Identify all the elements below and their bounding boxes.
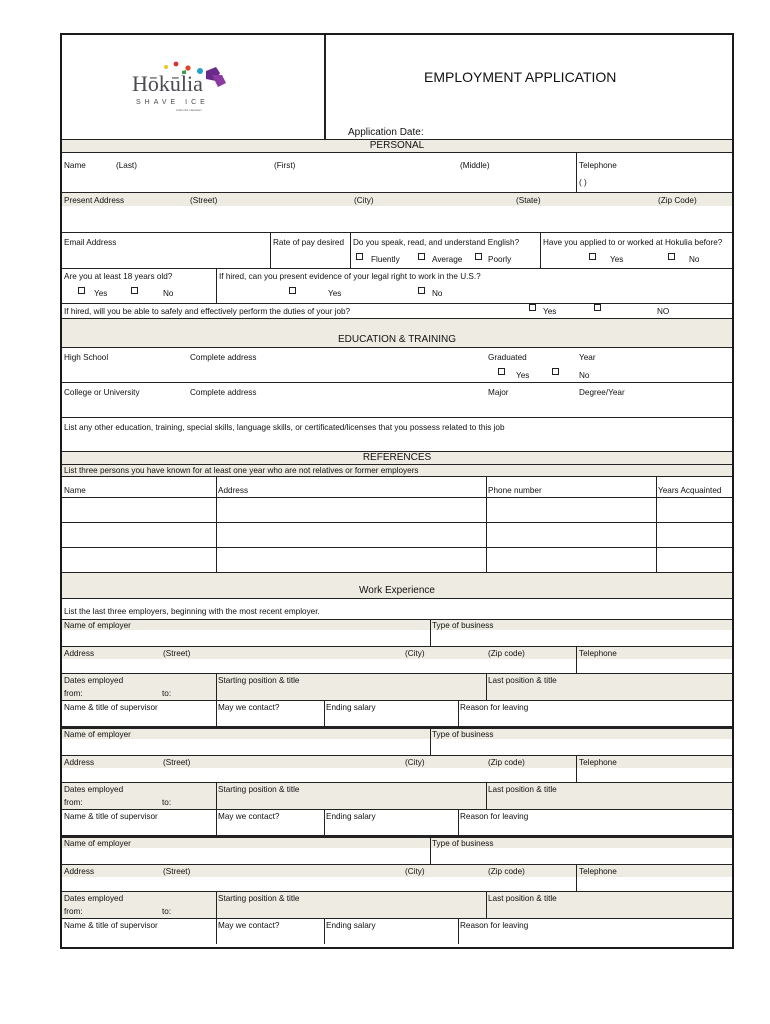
- employer-1-start-position-label: Starting position & title: [218, 676, 300, 685]
- employer-2-telephone-label: Telephone: [579, 758, 617, 767]
- other-skills-label: List any other education, training, special skills, language skills, or certificated/licenses that you possess related to this job: [64, 423, 505, 432]
- degree-year-label: Degree/Year: [579, 388, 625, 397]
- employer-2-dates-label: Dates employed: [64, 785, 124, 794]
- year-label: Year: [579, 353, 596, 362]
- employer-2-salary-label: Ending salary: [326, 812, 376, 821]
- email-label: Email Address: [64, 238, 117, 247]
- form-title: EMPLOYMENT APPLICATION: [424, 69, 617, 85]
- employer-1-to-label: to:: [162, 689, 172, 698]
- employer-3-name-label: Name of employer: [64, 839, 131, 848]
- personal-heading: PERSONAL: [369, 140, 425, 151]
- graduated-yes-label: Yes: [516, 371, 530, 380]
- employer-3-salary-label: Ending salary: [326, 921, 376, 930]
- employer-2-street-label: (Street): [163, 758, 191, 767]
- employer-1-last-position-label: Last position & title: [488, 676, 557, 685]
- applied-yes-checkbox[interactable]: [589, 253, 596, 260]
- employer-3-reason-label: Reason for leaving: [460, 921, 529, 930]
- logo-tag: Authentic Hawaiian: [176, 108, 202, 112]
- employer-3-city-label: (City): [405, 867, 425, 876]
- city-label: (City): [354, 196, 374, 205]
- applied-no-label: No: [689, 255, 700, 264]
- employer-2-last-position-label: Last position & title: [488, 785, 557, 794]
- fluently-label: Fluently: [371, 255, 400, 264]
- employer-3-dates-label: Dates employed: [64, 894, 124, 903]
- employer-2-contact-label: May we contact?: [218, 812, 280, 821]
- employer-3-to-label: to:: [162, 907, 172, 916]
- legal-yes-checkbox[interactable]: [289, 287, 296, 294]
- employer-3-from-label: from:: [64, 907, 83, 916]
- english-poorly-checkbox[interactable]: [475, 253, 482, 260]
- employer-2-reason-label: Reason for leaving: [460, 812, 529, 821]
- employer-1-reason-label: Reason for leaving: [460, 703, 529, 712]
- employer-3-supervisor-label: Name & title of supervisor: [64, 921, 158, 930]
- first-label: (First): [274, 161, 296, 170]
- applied-yes-label: Yes: [610, 255, 624, 264]
- employer-3-zip-label: (Zip code): [488, 867, 525, 876]
- application-date-label: Application Date:: [348, 127, 424, 138]
- employer-2-supervisor-label: Name & title of supervisor: [64, 812, 158, 821]
- employer-3-address-label: Address: [64, 867, 95, 876]
- ref-col-phone: Phone number: [488, 486, 542, 495]
- age-no-checkbox[interactable]: [131, 287, 138, 294]
- age-no-label: No: [163, 289, 174, 298]
- high-school-label: High School: [64, 353, 109, 362]
- employer-3-last-position-label: Last position & title: [488, 894, 557, 903]
- english-question: Do you speak, read, and understand English?: [353, 238, 520, 247]
- employer-1-city-label: (City): [405, 649, 425, 658]
- references-instruction: List three persons you have known for at least one year who are not relatives or former employers: [64, 466, 419, 475]
- employer-3-street-label: (Street): [163, 867, 191, 876]
- present-address-label: Present Address: [64, 196, 125, 205]
- graduated-no-label: No: [579, 371, 590, 380]
- middle-label: (Middle): [460, 161, 490, 170]
- references-heading: REFERENCES: [362, 452, 432, 463]
- name-label: Name: [64, 161, 86, 170]
- street-label: (Street): [190, 196, 218, 205]
- employer-2-start-position-label: Starting position & title: [218, 785, 300, 794]
- employer-1-from-label: from:: [64, 689, 83, 698]
- employer-3-contact-label: May we contact?: [218, 921, 280, 930]
- english-fluently-checkbox[interactable]: [356, 253, 363, 260]
- employer-2-name-label: Name of employer: [64, 730, 131, 739]
- applied-no-checkbox[interactable]: [668, 253, 675, 260]
- last-label: (Last): [116, 161, 137, 170]
- legal-no-label: No: [432, 289, 443, 298]
- employer-3-business-label: Type of business: [432, 839, 494, 848]
- ref-col-address: Address: [218, 486, 249, 495]
- graduated-no-checkbox[interactable]: [552, 368, 559, 375]
- college-address-label: Complete address: [190, 388, 257, 397]
- employer-2-address-label: Address: [64, 758, 95, 767]
- perform-no-checkbox[interactable]: [594, 304, 601, 311]
- education-heading: EDUCATION & TRAINING: [338, 334, 456, 345]
- ref-col-years: Years Acquainted: [658, 486, 722, 495]
- telephone-label: Telephone: [579, 161, 617, 170]
- employer-1-salary-label: Ending salary: [326, 703, 376, 712]
- logo-sub: SHAVE ICE: [136, 99, 209, 106]
- work-instruction: List the last three employers, beginning with the most recent employer.: [64, 607, 320, 616]
- age-question: Are you at least 18 years old?: [64, 272, 173, 281]
- application-form: [60, 33, 734, 949]
- employer-1-address-label: Address: [64, 649, 95, 658]
- employer-1-supervisor-label: Name & title of supervisor: [64, 703, 158, 712]
- employer-2-from-label: from:: [64, 798, 83, 807]
- major-label: Major: [488, 388, 509, 397]
- employer-3-start-position-label: Starting position & title: [218, 894, 300, 903]
- employer-2-city-label: (City): [405, 758, 425, 767]
- legal-no-checkbox[interactable]: [418, 287, 425, 294]
- perform-yes-label: Yes: [543, 307, 557, 316]
- employer-2-zip-label: (Zip code): [488, 758, 525, 767]
- perform-yes-checkbox[interactable]: [529, 304, 536, 311]
- employer-1-business-label: Type of business: [432, 621, 494, 630]
- logo-brand: Hōkūlia: [132, 71, 203, 96]
- employer-1-contact-label: May we contact?: [218, 703, 280, 712]
- employer-1-zip-label: (Zip code): [488, 649, 525, 658]
- work-heading: Work Experience: [359, 585, 435, 596]
- employer-3-telephone-label: Telephone: [579, 867, 617, 876]
- average-label: Average: [432, 255, 463, 264]
- graduated-yes-checkbox[interactable]: [498, 368, 505, 375]
- age-yes-checkbox[interactable]: [78, 287, 85, 294]
- perform-question: If hired, will you be able to safely and effectively perform the duties of your job?: [64, 307, 351, 316]
- state-label: (State): [516, 196, 541, 205]
- perform-no-label: NO: [657, 307, 670, 316]
- english-average-checkbox[interactable]: [418, 253, 425, 260]
- graduated-label: Graduated: [488, 353, 527, 362]
- rate-label: Rate of pay desired: [273, 238, 345, 247]
- zip-label: (Zip Code): [658, 196, 697, 205]
- employer-1-street-label: (Street): [163, 649, 191, 658]
- hs-address-label: Complete address: [190, 353, 257, 362]
- college-label: College or University: [64, 388, 140, 397]
- employer-1-dates-label: Dates employed: [64, 676, 124, 685]
- age-yes-label: Yes: [94, 289, 108, 298]
- hokulia-logo: [122, 53, 252, 143]
- ref-col-name: Name: [64, 486, 86, 495]
- phone-area[interactable]: ( ): [579, 178, 587, 187]
- employer-2-to-label: to:: [162, 798, 172, 807]
- employer-1-name-label: Name of employer: [64, 621, 131, 630]
- applied-question: Have you applied to or worked at Hokulia before?: [543, 238, 723, 247]
- poorly-label: Poorly: [488, 255, 512, 264]
- legal-yes-label: Yes: [328, 289, 342, 298]
- legal-question: If hired, can you present evidence of your legal right to work in the U.S.?: [219, 272, 481, 281]
- employer-1-telephone-label: Telephone: [579, 649, 617, 658]
- employer-2-business-label: Type of business: [432, 730, 494, 739]
